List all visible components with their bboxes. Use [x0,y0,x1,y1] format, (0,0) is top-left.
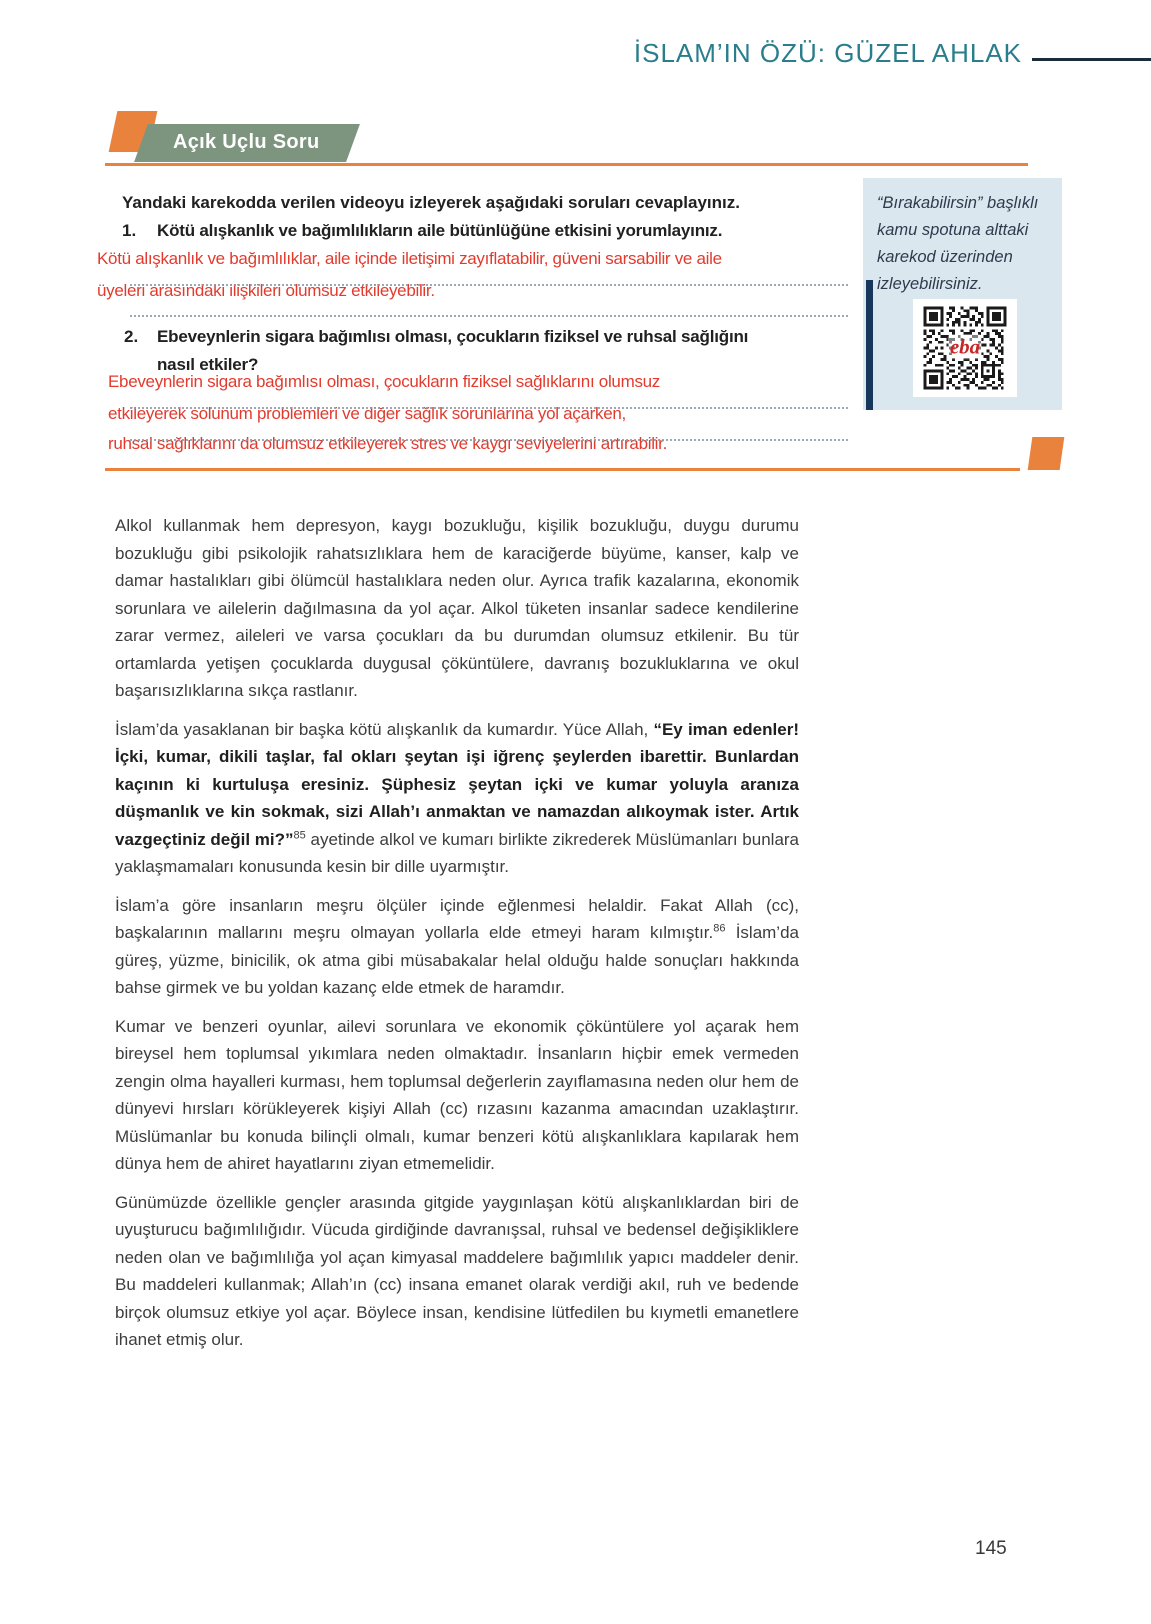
question-2-text-line-2: nasıl etkiler? [157,355,259,374]
paragraph-text: İslam’da yasaklanan bir başka kötü alışkanlık da kumardır. Yüce Allah, [115,719,654,739]
paragraph-text: İslam’da güreş, yüzme, binicilik, ok atma gibi müsabakalar helal olduğu halde sonuçları hakkında bahse girmek ve bu yoldan kazanç elde etmek de haramdır. [115,923,799,997]
question-2-text-line-1: Ebeveynlerin sigara bağımlısı olması, çocukların fiziksel ve ruhsal sağlığını [157,327,749,346]
paragraph-text: İslam’a göre insanların meşru ölçüler içinde eğlenmesi helaldir. Fakat Allah (cc), başkalarının mallarını meşru olmayan yollarla elde etmeyi haram kılmıştır. [115,895,799,942]
qr-code [913,299,1017,397]
question-1-number: 1. [122,221,137,240]
question-intro: Yandaki karekodda verilen videoyu izleyerek aşağıdaki soruları cevaplayınız. [122,193,740,212]
answer-ruled-line [130,284,848,286]
paragraph-alcohol: Alkol kullanmak hem depresyon, kaygı bozukluğu, kişilik bozukluğu, duygu durumu bozukluğu gibi psikolojik rahatsızlıklara hem de karaciğerde büyüme, kanser, kalp ve damar hastalıkları gibi ölümcül hastalıklara neden olur. Ayrıca trafik kazalarına, ekonomik sorunlara ve ailelerin dağılmasına da yol açar. Alkol tüketen insanlar sadece kendilerine zarar vermez, aileleri ve varsa çocukları da bu durumdan olumsuz etkilenir. Bu tür ortamlarda yetişen çocuklarda duygusal çöküntülere, davranış bozukluklarına ve okul başarısızlıklarına sıkça rastlanır. [115,516,799,700]
paragraph-gambling-harms: Kumar ve benzeri oyunlar, ailevi sorunlara ve ekonomik çöküntülere yol açarak hem bireysel hem toplumsal yıkımlara neden olmaktadır. İnsanların hiçbir emek vermeden zengin olma hayalleri kurması, hem toplumsal değerlerin zayıflamasına neden olur hem de dünyevi hırsları körükleyerek kişiyi Allah (cc) rızasını kazanma amacından uzaklaştırır. Müslümanlar bu konuda bilinçli olmalı, kumar benzeri kötü alışkanlıklara kapılarak hem dünya hem de ahiret hayatlarını ziyan etmemelidir. [115,1016,799,1173]
answer-ruled-line [130,315,848,317]
orange-accent-parallelogram [1028,437,1065,470]
sidebar-note-line: karekod üzerinden [877,248,1013,266]
answer-1-line-2: üyeleri arasındaki ilişkileri olumsuz etkileyebilir. [97,281,435,300]
sidebar-note-line: izleyebilirsiniz. [877,275,983,293]
header-rule [1032,58,1151,61]
sidebar-vertical-bar [866,280,873,410]
answer-2-line-1: Ebeveynlerin sigara bağımlısı olması, çocukların fiziksel sağlıklarını olumsuz [108,372,661,391]
answer-1-line-1: Kötü alışkanlık ve bağımlılıklar, aile içinde iletişimi zayıflatabilir, güveni sarsabilir ve aile [97,249,722,268]
answer-ruled-line [130,407,848,409]
question-1-text: Kötü alışkanlık ve bağımlılıkların aile bütünlüğüne etkisini yorumlayınız. [157,221,723,240]
sidebar-note [877,190,1038,298]
sidebar-note-line: “Bırakabilirsin” başlıklı [877,194,1039,212]
page-header-title: İSLAM’IN ÖZÜ: GÜZEL AHLAK [633,38,1022,68]
orange-rule-top [105,163,1028,166]
footnote-ref-86: 86 [713,922,726,935]
body-text-column [115,512,799,1365]
question-2-number: 2. [124,327,139,346]
eba-logo: eba [949,334,981,359]
answer-ruled-line [130,439,848,441]
paragraph-text: ayetinde alkol ve kumarı birlikte zikrederek Müslümanları bunlara yaklaşmamaları konusunda kesin bir dille uyarmıştır. [115,829,800,876]
paragraph-halal-entertainment [115,892,799,1002]
paragraph-gambling-ayah [115,716,799,881]
answer-2-line-3: ruhsal sağlıklarını da olumsuz etkileyerek stres ve kaygı seviyelerini artırabilir. [108,434,668,453]
quran-quote: “Ey iman edenler! İçki, kumar, dikili taşlar, fal okları şeytan işi iğrenç şeylerden ibarettir. Bunlardan kaçının ki kurtuluşa eresiniz. Şüphesiz şeytan içki ve kumar yoluyla aranıza düşmanlık ve kin sokmak, sizi Allah’ı anmaktan ve namazdan alıkoymak ister. Artık vazgeçtiniz değil mi?” [115,719,799,849]
page-number: 145 [975,1538,1007,1559]
banner-title: Açık Uçlu Soru [173,131,320,153]
paragraph-drug-addiction: Günümüzde özellikle gençler arasında gitgide yaygınlaşan kötü alışkanlıklardan biri de uyuşturucu bağımlılığıdır. Vücuda girdiğinde davranışsal, ruhsal ve bedensel değişikliklere neden olan ve bağımlılığa yol açan kimyasal maddelere bağımlılık yapıcı maddeler denir. Bu maddeleri kullanmak; Allah’ın (cc) insana emanet olarak verdiği akıl, ruh ve bedende birçok olumsuz etkiye yol açar. Böylece insan, kendisine lütfedilen bu kıymetli emanetlere ihanet etmiş olur. [115,1192,799,1349]
answer-2-line-2: etkileyerek solunum problemleri ve diğer sağlık sorunlarına yol açarken, [108,404,626,423]
footnote-ref-85: 85 [293,828,306,841]
sidebar-note-line: kamu spotuna alttaki [877,221,1029,239]
orange-rule-bottom [105,468,1020,471]
